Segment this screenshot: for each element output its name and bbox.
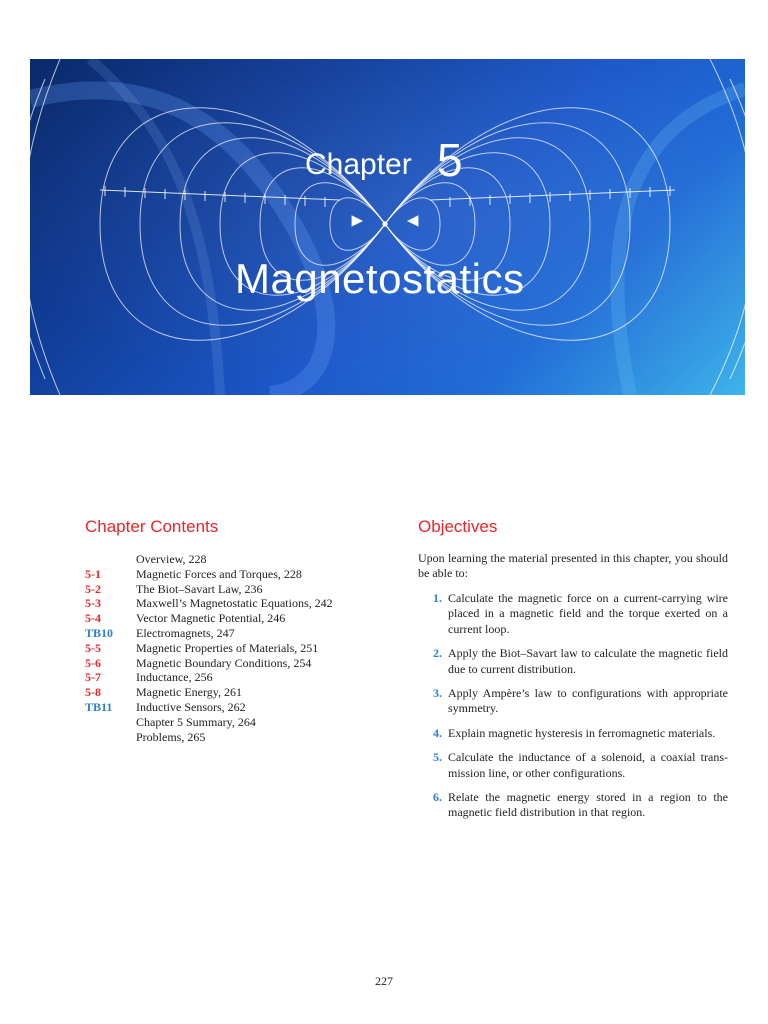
contents-item xyxy=(85,730,385,745)
chapter-title: Magnetostatics xyxy=(235,255,525,302)
contents-item xyxy=(85,567,385,582)
contents-item-number: 5-7 xyxy=(85,670,101,685)
contents-item xyxy=(85,700,385,715)
contents-item-text: Magnetic Forces and Torques, 228 xyxy=(136,566,302,581)
contents-item-text: Problems, 265 xyxy=(136,729,206,744)
contents-item-text: Inductance, 256 xyxy=(136,670,213,685)
objective-item xyxy=(418,646,728,677)
contents-item-text: Overview, 228 xyxy=(136,552,207,566)
objective-text: Explain magnetic hysteresis in ferromagnetic materials. xyxy=(448,725,716,740)
contents-item xyxy=(85,596,385,611)
contents-item-text: Chapter 5 Summary, 264 xyxy=(136,714,256,729)
contents-item-text: The Biot–Savart Law, 236 xyxy=(136,581,263,596)
contents-item-text: Maxwell’s Magnetostatic Equations, 242 xyxy=(136,596,333,611)
contents-item-number: 5-4 xyxy=(85,611,101,626)
objective-item xyxy=(418,750,728,781)
objective-item xyxy=(418,591,728,637)
contents-item-number: 5-5 xyxy=(85,640,101,655)
contents-item-text: Magnetic Energy, 261 xyxy=(136,685,242,700)
objectives-intro: Upon learning the material presented in this chapter, you should be able to: xyxy=(418,551,728,580)
objective-number: 1. xyxy=(433,591,442,605)
contents-item-text: Inductive Sensors, 262 xyxy=(136,699,246,714)
chapter-label: Chapter xyxy=(305,148,412,181)
objective-text: Calculate the inductance of a solenoid, a coaxial trans-mission line, or other configurations. xyxy=(448,750,728,780)
magnetic-field-illustration xyxy=(30,59,745,395)
contents-item-number xyxy=(85,730,136,745)
contents-item-text: Magnetic Boundary Conditions, 254 xyxy=(136,655,312,670)
contents-item-text: Vector Magnetic Potential, 246 xyxy=(136,611,286,626)
objective-text: Apply Ampère’s law to configurations with appropriate symmetry. xyxy=(448,686,728,716)
page-number: 227 xyxy=(375,974,393,988)
contents-list xyxy=(85,552,385,744)
objectives-list xyxy=(418,591,728,830)
contents-heading: Chapter Contents xyxy=(85,517,219,536)
contents-item xyxy=(85,626,385,641)
contents-item-number: TB10 xyxy=(85,625,114,640)
contents-item xyxy=(85,611,385,626)
contents-item xyxy=(85,656,385,671)
contents-item-number: 5-1 xyxy=(85,566,101,581)
chapter-banner xyxy=(30,59,745,395)
contents-item xyxy=(85,715,385,730)
contents-item xyxy=(85,582,385,597)
objectives-heading: Objectives xyxy=(418,517,498,536)
contents-item-number xyxy=(85,552,136,567)
contents-item xyxy=(85,670,385,685)
objective-item xyxy=(418,726,728,741)
contents-item-text: Electromagnets, 247 xyxy=(136,625,235,640)
contents-item xyxy=(85,552,385,567)
objective-number: 2. xyxy=(433,646,442,661)
contents-item-number: TB11 xyxy=(85,699,113,714)
objective-text: Apply the Biot–Savart law to calculate the magnetic field due to current distribution. xyxy=(448,646,728,676)
contents-item-number: 5-2 xyxy=(85,581,101,596)
contents-item xyxy=(85,685,385,700)
objective-item xyxy=(418,686,728,717)
contents-item xyxy=(85,641,385,656)
objective-item xyxy=(418,790,728,821)
objective-number: 4. xyxy=(433,725,442,740)
chapter-number: 5 xyxy=(437,134,463,186)
contents-item-number: 5-3 xyxy=(85,596,101,611)
contents-item-text: Magnetic Properties of Materials, 251 xyxy=(136,640,319,655)
contents-item-number: 5-8 xyxy=(85,685,101,700)
contents-item-number: 5-6 xyxy=(85,655,101,670)
objective-number: 5. xyxy=(433,750,442,765)
objective-number: 3. xyxy=(433,686,442,701)
objective-text: Calculate the magnetic force on a current-carrying wire placed in a magnetic field and the torque exerted on a current loop. xyxy=(448,591,728,636)
contents-item-number xyxy=(85,715,136,730)
objective-number: 6. xyxy=(433,790,442,805)
objective-text: Relate the magnetic energy stored in a region to the magnetic field distribution in that region. xyxy=(448,790,728,820)
